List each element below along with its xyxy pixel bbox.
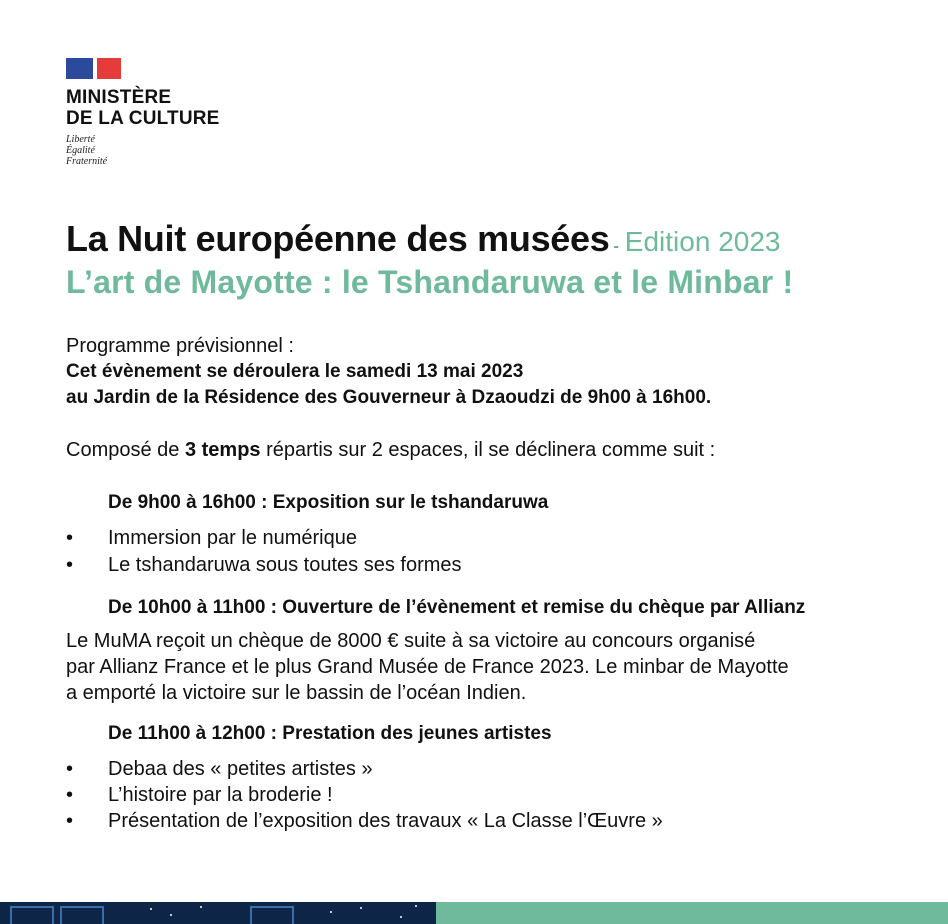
list-item — [66, 784, 333, 807]
ministry-name-line1: MINISTÈRE — [66, 87, 172, 108]
title-dash: - — [613, 238, 619, 255]
paragraph-line: Le MuMA reçoit un chèque de 8000 € suite à sa victoire au concours organisé — [66, 630, 756, 652]
bullet-icon: • — [66, 758, 74, 780]
list-item-text: Debaa des « petites artistes » — [108, 758, 373, 780]
french-flag-icon — [66, 58, 121, 79]
list-item — [66, 527, 357, 550]
title-edition: Edition 2023 — [624, 226, 781, 257]
composition-text-bold: 3 temps — [184, 439, 261, 461]
bullet-icon: • — [66, 527, 74, 549]
list-item-text: L’histoire par la broderie ! — [108, 784, 333, 806]
motto-egalite: Égalité — [66, 145, 95, 156]
list-item — [66, 810, 663, 833]
footer-decorative-band — [0, 902, 948, 924]
section-heading-exposition: De 9h00 à 16h00 : Exposition sur le tshandaruwa — [108, 492, 549, 513]
section-heading-ouverture: De 10h00 à 11h00 : Ouverture de l’évènement et remise du chèque par Allianz — [108, 597, 806, 618]
composition-text-before: Composé de — [66, 439, 185, 461]
program-label: Programme prévisionnel : — [66, 335, 294, 357]
paragraph-line: par Allianz France et le plus Grand Musée de France 2023. Le minbar de Mayotte — [66, 656, 789, 678]
program-place: au Jardin de la Résidence des Gouverneur à Dzaoudzi de 9h00 à 16h00. — [66, 387, 712, 408]
paragraph-line: a emporté la victoire sur le bassin de l’océan Indien. — [66, 682, 527, 704]
motto-fraternite: Fraternité — [66, 156, 108, 167]
program-composition — [66, 439, 715, 462]
program-date: Cet évènement se déroulera le samedi 13 mai 2023 — [66, 361, 524, 382]
bullet-icon: • — [66, 784, 74, 806]
page-title — [66, 218, 780, 260]
composition-text-after: répartis sur 2 espaces, il se déclinera comme suit : — [260, 439, 716, 461]
list-item — [66, 554, 462, 577]
ministry-logo — [66, 58, 220, 167]
motto-liberte: Liberté — [66, 134, 95, 145]
list-item-text: Présentation de l’exposition des travaux « La Classe l’Œuvre » — [108, 810, 663, 832]
bullet-icon: • — [66, 810, 74, 832]
list-item-text: Le tshandaruwa sous toutes ses formes — [108, 554, 462, 576]
list-item-text: Immersion par le numérique — [108, 527, 357, 549]
republic-motto — [66, 134, 220, 167]
ministry-name — [66, 87, 220, 129]
title-main: La Nuit européenne des musées — [66, 218, 610, 259]
section-heading-prestation: De 11h00 à 12h00 : Prestation des jeunes artistes — [108, 723, 552, 744]
night-sky-illustration — [0, 902, 436, 924]
page-subtitle: L’art de Mayotte : le Tshandaruwa et le Minbar ! — [66, 264, 794, 300]
bullet-icon: • — [66, 554, 74, 576]
list-item — [66, 758, 373, 781]
ministry-name-line2: DE LA CULTURE — [66, 108, 220, 129]
